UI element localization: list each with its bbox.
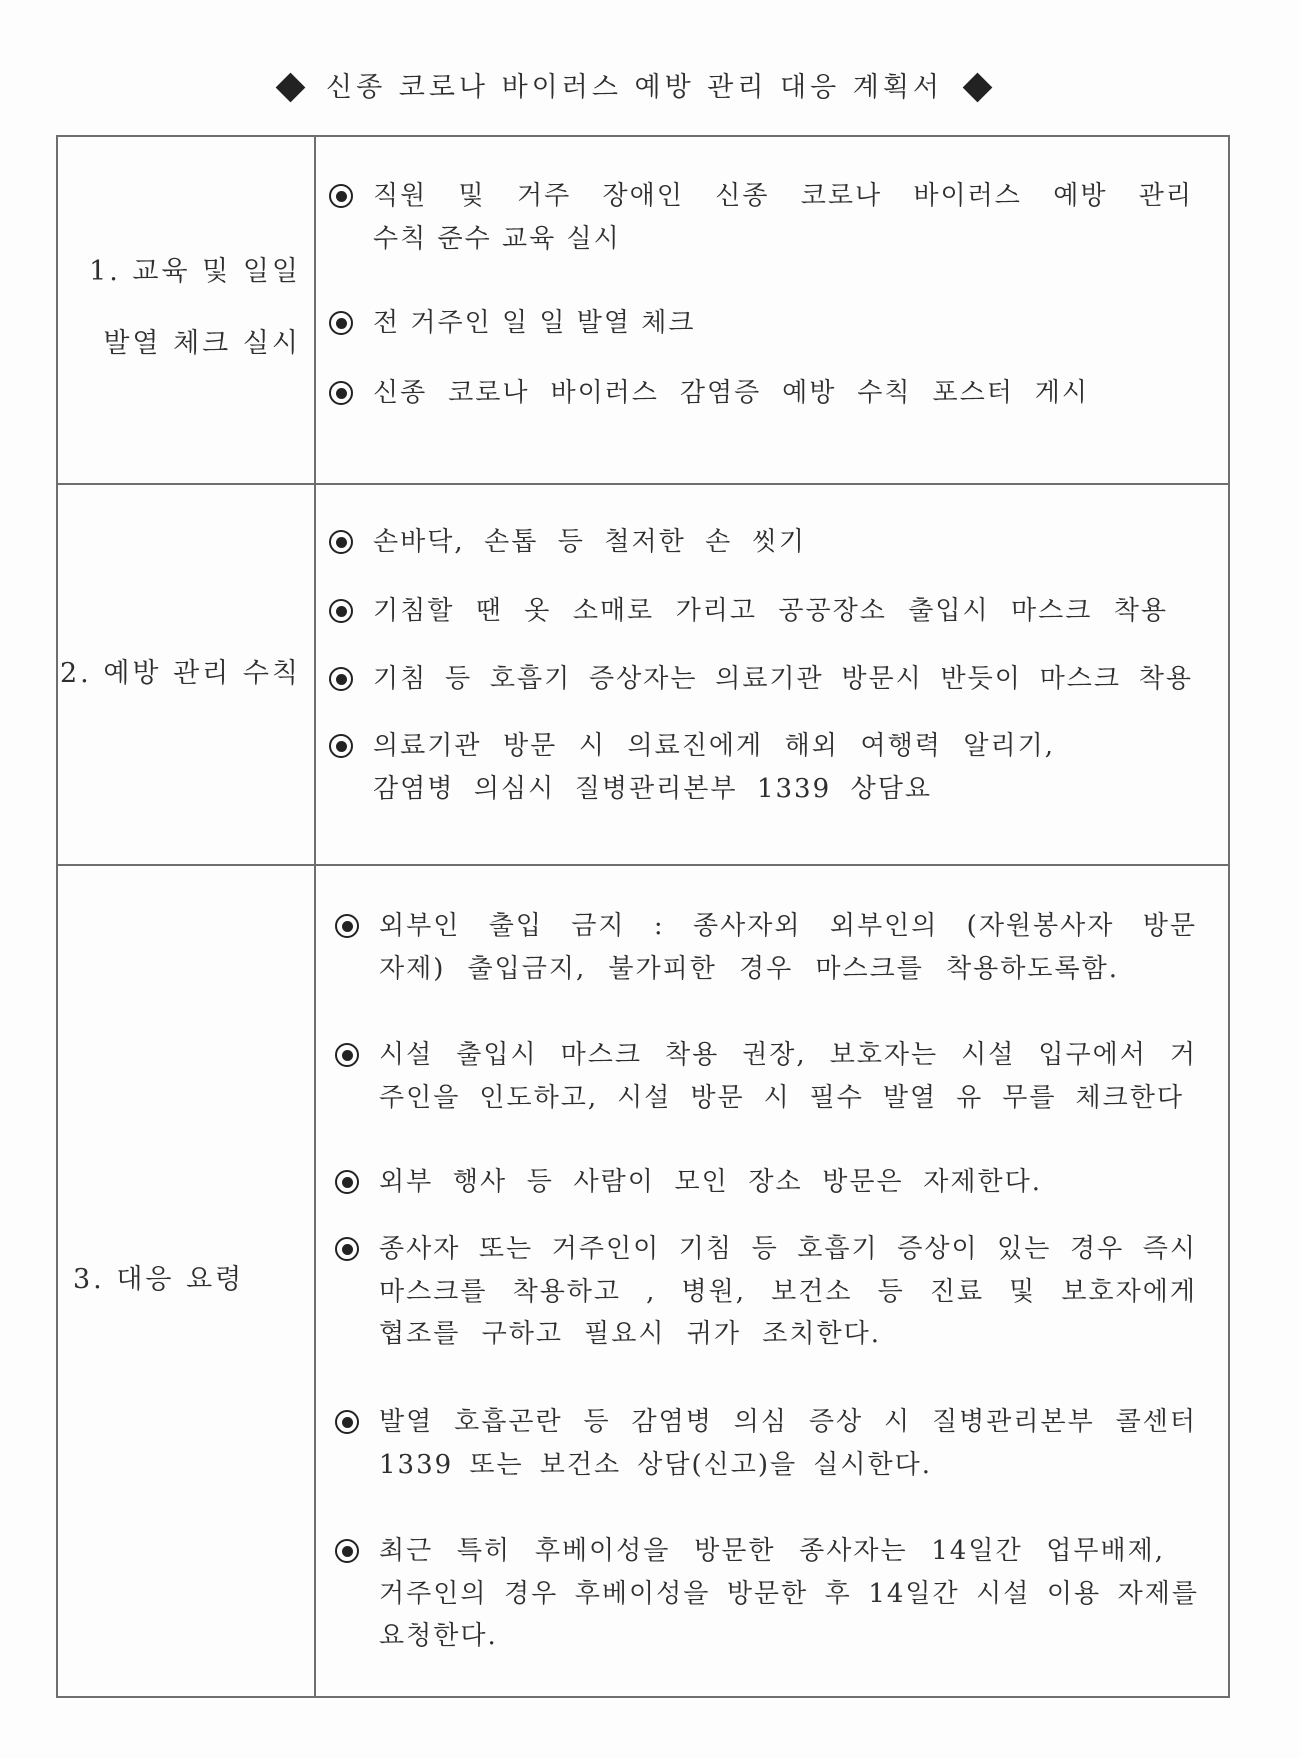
item-text-line: 직원 및 거주 장애인 신종 코로나 바이러스 예방 관리 (373, 181, 1193, 211)
fisheye-bullet-icon (329, 311, 353, 335)
item-text-line: 기침 등 호흡기 증상자는 의료기관 방문시 반듯이 마스크 착용 (373, 664, 1193, 694)
table-row-response (58, 866, 1228, 1696)
section-label: 1. 교육 및 일일 (89, 256, 301, 287)
list-item (335, 1228, 1197, 1356)
item-text-line: 외부인 출입 금지 : 종사자외 외부인의 (자원봉사자 방문 (379, 911, 1197, 941)
item-text-line: 요청한다. (379, 1621, 498, 1651)
section-content-cell (316, 485, 1228, 864)
section-label: 발열 체크 실시 (103, 328, 301, 359)
item-text-line: 마스크를 착용하고 , 병원, 보건소 등 진료 및 보호자에게 (379, 1276, 1197, 1307)
fisheye-bullet-icon (335, 1170, 359, 1194)
item-text-line: 최근 특히 후베이성을 방문한 종사자는 14일간 업무배제, (379, 1536, 1165, 1566)
section-label-cell (58, 137, 316, 483)
fisheye-bullet-icon (335, 1237, 359, 1261)
fisheye-bullet-icon (329, 667, 353, 691)
section-content-cell (316, 866, 1228, 1696)
item-text-line: 감염병 의심시 질병관리본부 1339 상담요 (373, 773, 932, 804)
fisheye-bullet-icon (335, 914, 359, 938)
fisheye-bullet-icon (329, 381, 353, 405)
table-row-prevention (58, 485, 1228, 866)
item-text-line: 손바닥, 손톱 등 철저한 손 씻기 (373, 527, 806, 557)
item-text-line: 의료기관 방문 시 의료진에게 해외 여행력 알리기, (373, 731, 1055, 761)
item-text-line: 발열 호흡곤란 등 감염병 의심 증상 시 질병관리본부 콜센터 (379, 1407, 1197, 1437)
list-item (329, 302, 695, 345)
document-title: 신종 코로나 바이러스 예방 관리 대응 계획서 (326, 72, 943, 103)
item-text-line: 거주인의 경우 후베이성을 방문한 후 14일간 시설 이용 자제를 (379, 1578, 1199, 1609)
fisheye-bullet-icon (335, 1539, 359, 1563)
item-text-line: 1339 또는 보건소 상담(신고)을 실시한다. (379, 1449, 932, 1480)
fisheye-bullet-icon (329, 530, 353, 554)
diamond-icon (276, 73, 306, 103)
item-text-line: 시설 출입시 마스크 착용 권장, 보호자는 시설 입구에서 거 (379, 1040, 1197, 1070)
list-item (335, 1530, 1199, 1658)
item-text-line: 신종 코로나 바이러스 감염증 예방 수칙 포스터 게시 (373, 378, 1089, 408)
list-item (335, 905, 1197, 990)
section-label: 3. 대응 요령 (73, 1264, 245, 1295)
list-item (335, 1034, 1197, 1119)
section-label-cell (58, 866, 316, 1696)
item-text-line: 종사자 또는 거주인이 기침 등 호흡기 증상이 있는 경우 즉시 (379, 1234, 1197, 1264)
section-content-cell (316, 137, 1228, 483)
item-text-line: 협조를 구하고 필요시 귀가 조치한다. (379, 1319, 881, 1349)
fisheye-bullet-icon (329, 184, 353, 208)
plan-table (56, 135, 1230, 1698)
item-text-line: 외부 행사 등 사람이 모인 장소 방문은 자제한다. (379, 1167, 1042, 1197)
list-item (329, 725, 1055, 810)
item-text-line: 수칙 준수 교육 실시 (373, 223, 621, 254)
table-row-education (58, 137, 1228, 485)
list-item (335, 1401, 1197, 1486)
fisheye-bullet-icon (329, 734, 353, 758)
list-item (335, 1161, 1042, 1204)
item-text-line: 자제) 출입금지, 불가피한 경우 마스크를 착용하도록함. (379, 953, 1119, 984)
fisheye-bullet-icon (329, 599, 353, 623)
section-label: 2. 예방 관리 수칙 (59, 658, 301, 689)
list-item (329, 372, 1089, 415)
list-item (329, 521, 806, 564)
item-text-line: 기침할 땐 옷 소매로 가리고 공공장소 출입시 마스크 착용 (373, 596, 1168, 626)
fisheye-bullet-icon (335, 1410, 359, 1434)
list-item (329, 175, 1193, 260)
item-text-line: 전 거주인 일 일 발열 체크 (373, 308, 696, 338)
diamond-icon (963, 73, 993, 103)
section-label-cell (58, 485, 316, 864)
list-item (329, 590, 1168, 633)
fisheye-bullet-icon (335, 1043, 359, 1067)
list-item (329, 658, 1193, 701)
item-text-line: 주인을 인도하고, 시설 방문 시 필수 발열 유 무를 체크한다 (379, 1082, 1184, 1113)
